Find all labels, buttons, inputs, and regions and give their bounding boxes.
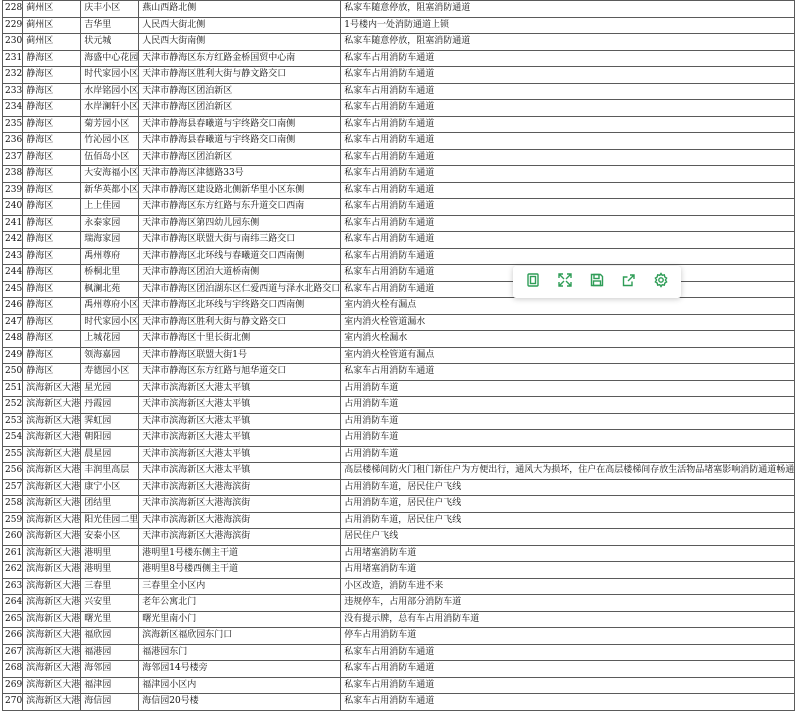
row-number: 262	[3, 562, 23, 579]
table-row	[3, 298, 795, 315]
address: 天津市滨海新区大港太平镇	[139, 380, 341, 397]
row-number: 259	[3, 512, 23, 529]
address: 三春里全小区内	[139, 578, 341, 595]
issue-description: 私家车占用消防车通道	[341, 215, 795, 232]
issue-description: 室内消火栓管道漏水	[341, 314, 795, 331]
expand-icon	[557, 272, 573, 292]
district: 滨海新区大港	[23, 694, 81, 711]
table-body	[3, 1, 795, 711]
district: 滨海新区大港	[23, 413, 81, 430]
table-row	[3, 1, 795, 18]
address: 天津市静海区团泊大道桥南侧	[139, 265, 341, 282]
district: 蓟州区	[23, 1, 81, 18]
share-button[interactable]	[617, 270, 641, 294]
address: 天津市滨海新区大港海滨街	[139, 529, 341, 546]
district: 滨海新区大港	[23, 578, 81, 595]
table-row	[3, 347, 795, 364]
district: 滨海新区大港	[23, 677, 81, 694]
district: 滨海新区大港	[23, 562, 81, 579]
address: 燕山西路北侧	[139, 1, 341, 18]
community-name: 桥桐北里	[81, 265, 139, 282]
row-number: 253	[3, 413, 23, 430]
district: 滨海新区大港	[23, 644, 81, 661]
table-row	[3, 166, 795, 183]
floating-toolbar	[513, 266, 681, 298]
community-name: 庆丰小区	[81, 1, 139, 18]
district: 滨海新区大港	[23, 496, 81, 513]
address: 天津市滨海新区大港太平镇	[139, 446, 341, 463]
district: 静海区	[23, 50, 81, 67]
issue-description: 私家车占用消防车通道	[341, 364, 795, 381]
community-name: 福欣园	[81, 628, 139, 645]
district: 滨海新区大港	[23, 595, 81, 612]
community-name: 领海嘉园	[81, 347, 139, 364]
issue-description: 占用消防车道	[341, 430, 795, 447]
issue-description: 室内消火栓有漏点	[341, 298, 795, 315]
row-number: 255	[3, 446, 23, 463]
row-number: 265	[3, 611, 23, 628]
issue-description: 占用消防车道，居民住户飞线	[341, 479, 795, 496]
inspection-table	[2, 0, 795, 711]
issue-description: 占用消防车道	[341, 446, 795, 463]
community-name: 港明里	[81, 562, 139, 579]
address: 天津市静海区东方红路与东升道交口西南	[139, 199, 341, 216]
district: 静海区	[23, 116, 81, 133]
row-number: 261	[3, 545, 23, 562]
table-row	[3, 512, 795, 529]
save-icon	[589, 272, 605, 292]
table-row	[3, 17, 795, 34]
issue-description: 私家车占用消防车通道	[341, 281, 795, 298]
district: 滨海新区大港	[23, 479, 81, 496]
issue-description: 私家车占用消防车通道	[341, 661, 795, 678]
issue-description: 私家车占用消防车通道	[341, 116, 795, 133]
issue-description: 占用堵塞消防车道	[341, 545, 795, 562]
row-number: 237	[3, 149, 23, 166]
address: 天津市静海区十里长街北侧	[139, 331, 341, 348]
issue-description: 私家车占用消防车通道	[341, 644, 795, 661]
community-name: 海信园	[81, 694, 139, 711]
row-number: 245	[3, 281, 23, 298]
table-row	[3, 578, 795, 595]
address: 天津市静海区团泊新区	[139, 149, 341, 166]
row-number: 242	[3, 232, 23, 249]
issue-description: 私家车占用消防车通道	[341, 199, 795, 216]
address: 海信园20号楼	[139, 694, 341, 711]
row-number: 267	[3, 644, 23, 661]
issue-description: 1号楼内一处消防通道上锁	[341, 17, 795, 34]
copy-button[interactable]	[521, 270, 545, 294]
district: 滨海新区大港	[23, 529, 81, 546]
table-row	[3, 661, 795, 678]
address: 福津园小区内	[139, 677, 341, 694]
district: 静海区	[23, 83, 81, 100]
community-name: 竹沁园小区	[81, 133, 139, 150]
address: 天津市静海区团泊湖东区仁爱西道与泽水北路交口	[139, 281, 341, 298]
table-row	[3, 116, 795, 133]
address: 天津市静海区北环线与春曦道交口西南侧	[139, 248, 341, 265]
table-row	[3, 34, 795, 51]
community-name: 伍佰岛小区	[81, 149, 139, 166]
community-name: 菊芳园小区	[81, 116, 139, 133]
issue-description: 占用消防车道	[341, 397, 795, 414]
district: 滨海新区大港	[23, 611, 81, 628]
address: 天津市静海县春曦道与宇终路交口南侧	[139, 116, 341, 133]
district: 静海区	[23, 314, 81, 331]
community-name: 永泰家园	[81, 215, 139, 232]
table-row	[3, 529, 795, 546]
community-name: 状元城	[81, 34, 139, 51]
district: 滨海新区大港	[23, 512, 81, 529]
district: 静海区	[23, 248, 81, 265]
table-row	[3, 644, 795, 661]
community-name: 禹州尊府小区	[81, 298, 139, 315]
issue-description: 没有提示牌，总有车占用消防车道	[341, 611, 795, 628]
community-name: 康宁小区	[81, 479, 139, 496]
issue-description: 占用消防车道	[341, 413, 795, 430]
district: 静海区	[23, 166, 81, 183]
issue-description: 私家车占用消防车通道	[341, 133, 795, 150]
district: 静海区	[23, 182, 81, 199]
issue-description: 室内消火栓漏水	[341, 331, 795, 348]
address: 天津市静海县春曦道与宇终路交口南侧	[139, 133, 341, 150]
community-name: 上上佳园	[81, 199, 139, 216]
row-number: 249	[3, 347, 23, 364]
address: 天津市静海区胜利大街与静文路交口	[139, 314, 341, 331]
row-number: 257	[3, 479, 23, 496]
issue-description: 私家车占用消防车通道	[341, 100, 795, 117]
table-row	[3, 133, 795, 150]
community-name: 安泰小区	[81, 529, 139, 546]
address: 天津市滨海新区大港太平镇	[139, 413, 341, 430]
community-name: 禹州尊府	[81, 248, 139, 265]
row-number: 263	[3, 578, 23, 595]
community-name: 上城花园	[81, 331, 139, 348]
address: 天津市静海区津德路33号	[139, 166, 341, 183]
issue-description: 室内消火栓管道有漏点	[341, 347, 795, 364]
community-name: 吉华里	[81, 17, 139, 34]
community-name: 团结里	[81, 496, 139, 513]
address: 天津市静海区联盟大街与南纬三路交口	[139, 232, 341, 249]
issue-description: 私家车占用消防车通道	[341, 694, 795, 711]
row-number: 266	[3, 628, 23, 645]
row-number: 268	[3, 661, 23, 678]
row-number: 270	[3, 694, 23, 711]
row-number: 258	[3, 496, 23, 513]
row-number: 248	[3, 331, 23, 348]
district: 静海区	[23, 100, 81, 117]
table-row	[3, 380, 795, 397]
district: 静海区	[23, 133, 81, 150]
community-name: 新华英都小区	[81, 182, 139, 199]
table-row	[3, 149, 795, 166]
table-row	[3, 562, 795, 579]
district: 静海区	[23, 215, 81, 232]
row-number: 228	[3, 1, 23, 18]
table-row	[3, 83, 795, 100]
settings-icon	[653, 272, 669, 292]
table-row	[3, 100, 795, 117]
issue-description: 占用消防车道，居民住户飞线	[341, 512, 795, 529]
address: 海邻园14号楼旁	[139, 661, 341, 678]
district: 静海区	[23, 232, 81, 249]
district: 静海区	[23, 364, 81, 381]
district: 静海区	[23, 347, 81, 364]
row-number: 254	[3, 430, 23, 447]
address: 天津市静海区东方红路金桥国贸中心南	[139, 50, 341, 67]
share-icon	[621, 272, 637, 292]
address: 人民西大街北侧	[139, 17, 341, 34]
row-number: 235	[3, 116, 23, 133]
row-number: 243	[3, 248, 23, 265]
address: 天津市滨海新区大港太平镇	[139, 397, 341, 414]
community-name: 瑞海家园	[81, 232, 139, 249]
issue-description: 高层楼梯间防火门租门新住户为方便出行，通风大为损坏，住户在高层楼梯间存放生活物品堵塞影响消防通道畅通	[341, 463, 795, 480]
community-name: 朝阳园	[81, 430, 139, 447]
table-row	[3, 611, 795, 628]
row-number: 234	[3, 100, 23, 117]
issue-description: 私家车随意停放，阻塞消防通道	[341, 1, 795, 18]
row-number: 238	[3, 166, 23, 183]
issue-description: 私家车占用消防车通道	[341, 67, 795, 84]
row-number: 250	[3, 364, 23, 381]
address: 福港园东门	[139, 644, 341, 661]
district: 滨海新区大港	[23, 545, 81, 562]
save-button[interactable]	[585, 270, 609, 294]
address: 老年公寓北门	[139, 595, 341, 612]
community-name: 水岸澜轩小区	[81, 100, 139, 117]
issue-description: 小区改造，消防车进不来	[341, 578, 795, 595]
row-number: 236	[3, 133, 23, 150]
issue-description: 私家车占用消防车通道	[341, 182, 795, 199]
table-row	[3, 496, 795, 513]
table-row	[3, 677, 795, 694]
issue-description: 私家车占用消防车通道	[341, 166, 795, 183]
issue-description: 私家车占用消防车通道	[341, 50, 795, 67]
community-name: 星光园	[81, 380, 139, 397]
table-row	[3, 364, 795, 381]
community-name: 港明里	[81, 545, 139, 562]
table-row	[3, 430, 795, 447]
issue-description: 私家车占用消防车通道	[341, 232, 795, 249]
table-row	[3, 182, 795, 199]
district: 滨海新区大港	[23, 661, 81, 678]
community-name: 三春里	[81, 578, 139, 595]
address: 天津市静海区胜利大街与静文路交口	[139, 67, 341, 84]
community-name: 曙光里	[81, 611, 139, 628]
community-name: 福津园	[81, 677, 139, 694]
row-number: 247	[3, 314, 23, 331]
row-number: 232	[3, 67, 23, 84]
row-number: 244	[3, 265, 23, 282]
district: 滨海新区大港	[23, 430, 81, 447]
issue-description: 占用堵塞消防车道	[341, 562, 795, 579]
row-number: 241	[3, 215, 23, 232]
community-name: 海盛中心花园	[81, 50, 139, 67]
district: 蓟州区	[23, 17, 81, 34]
community-name: 霁虹园	[81, 413, 139, 430]
expand-button[interactable]	[553, 270, 577, 294]
community-name: 兴安里	[81, 595, 139, 612]
row-number: 240	[3, 199, 23, 216]
community-name: 时代家园小区	[81, 67, 139, 84]
address: 天津市滨海新区大港海滨街	[139, 479, 341, 496]
table-row	[3, 463, 795, 480]
district: 滨海新区大港	[23, 463, 81, 480]
issue-description: 私家车占用消防车通道	[341, 248, 795, 265]
address: 天津市静海区第四幼儿园东侧	[139, 215, 341, 232]
table-row	[3, 595, 795, 612]
address: 天津市静海区北环线与宇终路交口西南侧	[139, 298, 341, 315]
district: 静海区	[23, 265, 81, 282]
table-row	[3, 545, 795, 562]
district: 滨海新区大港	[23, 380, 81, 397]
row-number: 246	[3, 298, 23, 315]
row-number: 231	[3, 50, 23, 67]
community-name: 大安海福小区	[81, 166, 139, 183]
community-name: 寿德园小区	[81, 364, 139, 381]
community-name: 阳光佳园二里	[81, 512, 139, 529]
address: 天津市滨海新区大港海滨街	[139, 496, 341, 513]
table-row	[3, 694, 795, 711]
issue-description: 停车占用消防车道	[341, 628, 795, 645]
row-number: 251	[3, 380, 23, 397]
address: 天津市静海区团泊新区	[139, 83, 341, 100]
row-number: 239	[3, 182, 23, 199]
address: 天津市滨海新区大港海滨街	[139, 512, 341, 529]
district: 静海区	[23, 281, 81, 298]
address: 天津市静海区建设路北侧新华里小区东侧	[139, 182, 341, 199]
row-number: 229	[3, 17, 23, 34]
community-name: 晨星园	[81, 446, 139, 463]
community-name: 丰润里高层	[81, 463, 139, 480]
address: 天津市静海区团泊新区	[139, 100, 341, 117]
table-row	[3, 446, 795, 463]
table-row	[3, 199, 795, 216]
address: 天津市滨海新区大港太平镇	[139, 430, 341, 447]
issue-description: 占用消防车道，居民住户飞线	[341, 496, 795, 513]
district: 静海区	[23, 331, 81, 348]
issue-description: 私家车占用消防车通道	[341, 677, 795, 694]
settings-button[interactable]	[649, 270, 673, 294]
table-row	[3, 413, 795, 430]
address: 天津市静海区东方红路与旭华道交口	[139, 364, 341, 381]
address: 天津市静海区联盟大街1号	[139, 347, 341, 364]
issue-description: 占用消防车道	[341, 380, 795, 397]
table-row	[3, 479, 795, 496]
address: 人民西大街南侧	[139, 34, 341, 51]
district: 滨海新区大港	[23, 628, 81, 645]
row-number: 233	[3, 83, 23, 100]
community-name: 丹霞园	[81, 397, 139, 414]
community-name: 海邻园	[81, 661, 139, 678]
district: 滨海新区大港	[23, 397, 81, 414]
issue-description: 私家车占用消防车通道	[341, 265, 795, 282]
table-row	[3, 397, 795, 414]
table-row	[3, 232, 795, 249]
row-number: 256	[3, 463, 23, 480]
district: 静海区	[23, 67, 81, 84]
table-row	[3, 314, 795, 331]
row-number: 252	[3, 397, 23, 414]
community-name: 水岸铭园小区	[81, 83, 139, 100]
community-name: 枫澜北苑	[81, 281, 139, 298]
issue-description: 私家车随意停放，阻塞消防通道	[341, 34, 795, 51]
address: 滨海新区福欣园东门口	[139, 628, 341, 645]
row-number: 230	[3, 34, 23, 51]
row-number: 264	[3, 595, 23, 612]
table-row	[3, 628, 795, 645]
row-number: 269	[3, 677, 23, 694]
table-row	[3, 215, 795, 232]
table-row	[3, 67, 795, 84]
district: 滨海新区大港	[23, 446, 81, 463]
issue-description: 居民住户飞线	[341, 529, 795, 546]
issue-description: 私家车占用消防车通道	[341, 83, 795, 100]
address: 天津市滨海新区大港太平镇	[139, 463, 341, 480]
row-number: 260	[3, 529, 23, 546]
copy-icon	[525, 272, 541, 292]
district: 静海区	[23, 149, 81, 166]
issue-description: 私家车占用消防车通道	[341, 149, 795, 166]
district: 静海区	[23, 199, 81, 216]
address: 曙光里南小门	[139, 611, 341, 628]
table-row	[3, 50, 795, 67]
table-row	[3, 248, 795, 265]
community-name: 时代家园小区	[81, 314, 139, 331]
address: 港明里1号楼东侧主干道	[139, 545, 341, 562]
address: 港明里8号楼西侧主干道	[139, 562, 341, 579]
community-name: 福港园	[81, 644, 139, 661]
table-row	[3, 331, 795, 348]
district: 静海区	[23, 298, 81, 315]
district: 蓟州区	[23, 34, 81, 51]
issue-description: 违规停车，占用部分消防车道	[341, 595, 795, 612]
